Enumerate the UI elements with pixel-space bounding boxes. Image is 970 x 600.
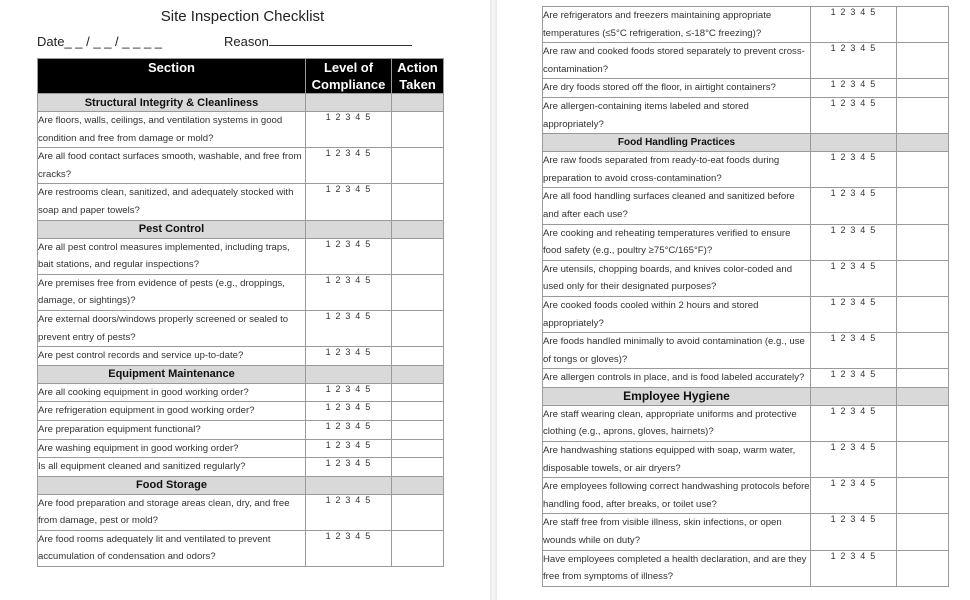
checklist-table-left <box>37 58 444 567</box>
action-header: Action Taken <box>392 59 444 94</box>
question-text: Are all pest control measures implemented, including traps, bait stations, and regular inspections? <box>38 238 306 274</box>
compliance-scale[interactable]: 1 2 3 4 5 <box>811 550 897 586</box>
checklist-row <box>543 188 949 224</box>
action-taken-cell[interactable] <box>897 79 949 98</box>
checklist-row <box>543 369 949 388</box>
checklist-row <box>543 224 949 260</box>
action-taken-cell[interactable] <box>897 442 949 478</box>
compliance-scale[interactable]: 1 2 3 4 5 <box>811 260 897 296</box>
compliance-scale[interactable]: 1 2 3 4 5 <box>306 112 392 148</box>
compliance-scale[interactable]: 1 2 3 4 5 <box>811 333 897 369</box>
compliance-scale[interactable]: 1 2 3 4 5 <box>811 79 897 98</box>
checklist-row <box>543 7 949 43</box>
action-taken-cell[interactable] <box>897 514 949 550</box>
question-text: Are external doors/windows properly screened or sealed to prevent entry of pests? <box>38 310 306 346</box>
checklist-row <box>38 402 444 421</box>
section-row <box>543 387 949 405</box>
checklist-row <box>38 530 444 566</box>
action-taken-cell[interactable] <box>392 112 444 148</box>
question-text: Are refrigerators and freezers maintaining appropriate temperatures (≤5°C refrigeration, ≤-18°C freezing)? <box>543 7 811 43</box>
compliance-scale[interactable]: 1 2 3 4 5 <box>306 439 392 458</box>
checklist-row <box>543 152 949 188</box>
section-blank <box>897 387 949 405</box>
action-taken-cell[interactable] <box>392 274 444 310</box>
section-header: Section <box>38 59 306 94</box>
checklist-row <box>543 478 949 514</box>
question-text: Is all equipment cleaned and sanitized regularly? <box>38 458 306 477</box>
checklist-table-right <box>542 6 949 587</box>
question-text: Are dry foods stored off the floor, in airtight containers? <box>543 79 811 98</box>
section-row <box>38 476 444 494</box>
question-text: Are allergen-containing items labeled and stored appropriately? <box>543 97 811 133</box>
question-text: Are preparation equipment functional? <box>38 420 306 439</box>
question-text: Are cooked foods cooled within 2 hours and stored appropriately? <box>543 296 811 332</box>
action-taken-cell[interactable] <box>897 97 949 133</box>
section-blank <box>392 476 444 494</box>
section-blank <box>392 365 444 383</box>
checklist-row <box>38 274 444 310</box>
question-text: Are premises free from evidence of pests (e.g., droppings, damage, or sightings)? <box>38 274 306 310</box>
compliance-scale[interactable]: 1 2 3 4 5 <box>306 494 392 530</box>
page-divider <box>490 0 497 600</box>
action-taken-cell[interactable] <box>897 260 949 296</box>
reason-label: Reason <box>224 34 269 49</box>
section-blank <box>306 94 392 112</box>
question-text: Are restrooms clean, sanitized, and adequately stocked with soap and paper towels? <box>38 184 306 220</box>
section-row <box>543 134 949 152</box>
checklist-row <box>38 494 444 530</box>
section-blank <box>897 134 949 152</box>
checklist-row <box>38 383 444 402</box>
action-taken-cell[interactable] <box>897 478 949 514</box>
action-taken-cell[interactable] <box>392 420 444 439</box>
action-taken-cell[interactable] <box>392 458 444 477</box>
action-taken-cell[interactable] <box>392 494 444 530</box>
compliance-scale[interactable]: 1 2 3 4 5 <box>306 148 392 184</box>
question-text: Are raw and cooked foods stored separately to prevent cross-contamination? <box>543 43 811 79</box>
section-title: Equipment Maintenance <box>38 365 306 383</box>
page-title: Site Inspection Checklist <box>160 8 325 25</box>
compliance-scale[interactable]: 1 2 3 4 5 <box>306 310 392 346</box>
question-text: Are washing equipment in good working order? <box>38 439 306 458</box>
compliance-scale[interactable]: 1 2 3 4 5 <box>306 184 392 220</box>
checklist-row <box>38 458 444 477</box>
action-taken-cell[interactable] <box>392 184 444 220</box>
question-text: Are foods handled minimally to avoid contamination (e.g., use of tongs or gloves)? <box>543 333 811 369</box>
action-taken-cell[interactable] <box>897 43 949 79</box>
action-taken-cell[interactable] <box>897 152 949 188</box>
question-text: Are all food handling surfaces cleaned and sanitized before and after each use? <box>543 188 811 224</box>
compliance-scale[interactable]: 1 2 3 4 5 <box>306 383 392 402</box>
action-taken-cell[interactable] <box>392 439 444 458</box>
compliance-scale[interactable]: 1 2 3 4 5 <box>306 420 392 439</box>
checklist-row <box>38 112 444 148</box>
section-row <box>38 220 444 238</box>
checklist-row <box>543 333 949 369</box>
action-taken-cell[interactable] <box>897 188 949 224</box>
section-title: Food Handling Practices <box>543 134 811 152</box>
compliance-scale[interactable]: 1 2 3 4 5 <box>306 238 392 274</box>
compliance-scale[interactable]: 1 2 3 4 5 <box>306 530 392 566</box>
checklist-row <box>543 260 949 296</box>
compliance-scale[interactable]: 1 2 3 4 5 <box>811 296 897 332</box>
action-taken-cell[interactable] <box>392 238 444 274</box>
section-row <box>38 365 444 383</box>
checklist-row <box>38 439 444 458</box>
section-blank <box>306 476 392 494</box>
compliance-scale[interactable]: 1 2 3 4 5 <box>811 224 897 260</box>
compliance-scale[interactable]: 1 2 3 4 5 <box>811 152 897 188</box>
action-taken-cell[interactable] <box>392 310 444 346</box>
action-taken-cell[interactable] <box>392 347 444 366</box>
section-blank <box>306 365 392 383</box>
action-taken-cell[interactable] <box>897 296 949 332</box>
question-text: Are staff free from visible illness, skin infections, or open wounds while on duty? <box>543 514 811 550</box>
checklist-page-2 <box>497 0 970 600</box>
question-text: Are all cooking equipment in good working order? <box>38 383 306 402</box>
question-text: Are utensils, chopping boards, and knives color-coded and used only for their designated purposes? <box>543 260 811 296</box>
date-field[interactable]: Date_ _ / _ _ / _ _ _ _ <box>37 34 163 49</box>
section-blank <box>811 387 897 405</box>
checklist-row <box>38 238 444 274</box>
section-blank <box>392 220 444 238</box>
compliance-scale[interactable]: 1 2 3 4 5 <box>811 188 897 224</box>
reason-field[interactable] <box>224 34 412 49</box>
question-text: Have employees completed a health declaration, and are they free from symptoms of illness? <box>543 550 811 586</box>
checklist-row <box>543 43 949 79</box>
section-blank <box>811 134 897 152</box>
question-text: Are food preparation and storage areas clean, dry, and free from damage, pest or mold? <box>38 494 306 530</box>
checklist-row <box>543 97 949 133</box>
compliance-scale[interactable]: 1 2 3 4 5 <box>811 43 897 79</box>
section-blank <box>306 220 392 238</box>
action-taken-cell[interactable] <box>392 530 444 566</box>
checklist-row <box>38 184 444 220</box>
compliance-scale[interactable]: 1 2 3 4 5 <box>306 274 392 310</box>
question-text: Are handwashing stations equipped with soap, warm water, disposable towels, or air dryers? <box>543 442 811 478</box>
action-taken-cell[interactable] <box>897 369 949 388</box>
question-text: Are pest control records and service up-to-date? <box>38 347 306 366</box>
question-text: Are employees following correct handwashing protocols before handling food, after breaks, or toilet use? <box>543 478 811 514</box>
action-taken-cell[interactable] <box>392 402 444 421</box>
compliance-scale[interactable]: 1 2 3 4 5 <box>306 402 392 421</box>
question-text: Are all food contact surfaces smooth, washable, and free from cracks? <box>38 148 306 184</box>
question-text: Are raw foods separated from ready-to-eat foods during preparation to avoid cross-contamination? <box>543 152 811 188</box>
compliance-scale[interactable]: 1 2 3 4 5 <box>811 514 897 550</box>
checklist-row <box>543 405 949 441</box>
action-taken-cell[interactable] <box>897 333 949 369</box>
section-row <box>38 94 444 112</box>
action-taken-cell[interactable] <box>392 148 444 184</box>
section-blank <box>392 94 444 112</box>
compliance-scale[interactable]: 1 2 3 4 5 <box>811 442 897 478</box>
compliance-scale[interactable]: 1 2 3 4 5 <box>306 458 392 477</box>
action-taken-cell[interactable] <box>897 405 949 441</box>
action-taken-cell[interactable] <box>392 383 444 402</box>
compliance-header: Level of Compliance <box>306 59 392 94</box>
compliance-scale[interactable]: 1 2 3 4 5 <box>811 369 897 388</box>
question-text: Are food rooms adequately lit and ventilated to prevent accumulation of condensation and odors? <box>38 530 306 566</box>
checklist-row <box>543 550 949 586</box>
action-taken-cell[interactable] <box>897 224 949 260</box>
question-text: Are allergen controls in place, and is food labeled accurately? <box>543 369 811 388</box>
checklist-row <box>38 347 444 366</box>
checklist-row <box>543 442 949 478</box>
checklist-row <box>543 296 949 332</box>
reason-line <box>269 34 412 46</box>
section-title: Employee Hygiene <box>543 387 811 405</box>
checklist-row <box>543 79 949 98</box>
compliance-scale[interactable]: 1 2 3 4 5 <box>811 478 897 514</box>
compliance-scale[interactable]: 1 2 3 4 5 <box>811 97 897 133</box>
section-title: Pest Control <box>38 220 306 238</box>
compliance-scale[interactable]: 1 2 3 4 5 <box>306 347 392 366</box>
compliance-scale[interactable]: 1 2 3 4 5 <box>811 405 897 441</box>
checklist-row <box>543 514 949 550</box>
section-title: Structural Integrity & Cleanliness <box>38 94 306 112</box>
action-taken-cell[interactable] <box>897 550 949 586</box>
question-text: Are floors, walls, ceilings, and ventilation systems in good condition and free from damage or mold? <box>38 112 306 148</box>
question-text: Are staff wearing clean, appropriate uniforms and protective clothing (e.g., aprons, gloves, hairnets)? <box>543 405 811 441</box>
checklist-row <box>38 310 444 346</box>
question-text: Are cooking and reheating temperatures verified to ensure food safety (e.g., poultry ≥75°C/165°F)? <box>543 224 811 260</box>
compliance-scale[interactable]: 1 2 3 4 5 <box>811 7 897 43</box>
action-taken-cell[interactable] <box>897 7 949 43</box>
section-title: Food Storage <box>38 476 306 494</box>
checklist-row <box>38 420 444 439</box>
checklist-row <box>38 148 444 184</box>
question-text: Are refrigeration equipment in good working order? <box>38 402 306 421</box>
